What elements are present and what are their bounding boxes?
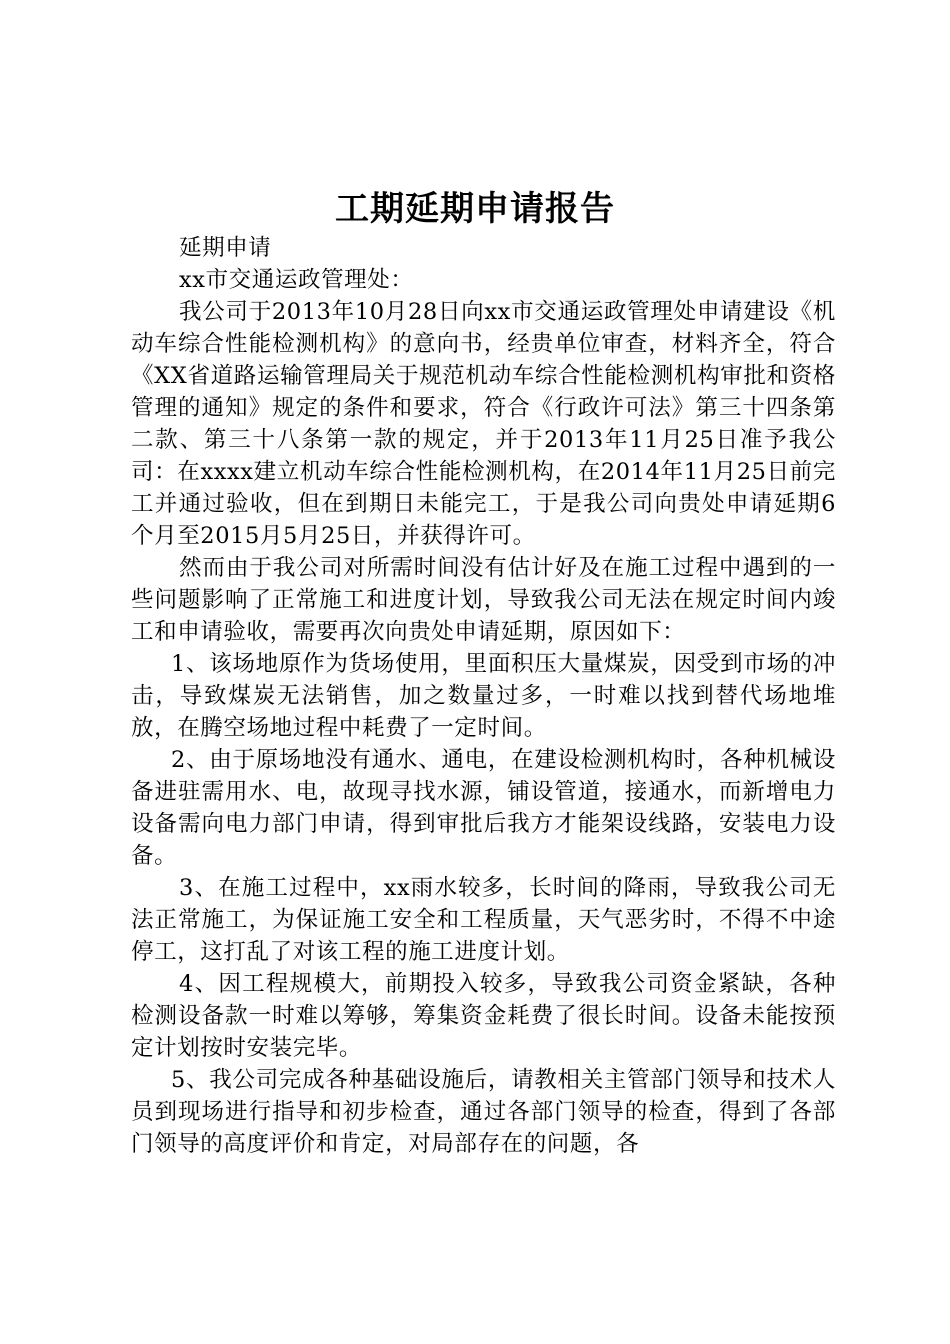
paragraph-background: 我公司于2013年10月28日向xx市交通运政管理处申请建设《机动车综合性能检测机构》的意向书，经贵单位审查，材料齐全，符合《XX省道路运输管理局关于规范机动车综合性能检测机构审批和资格管理的通知》规定的条件和要求，符合《行政许可法》第三十四条第二款、第三十八条第一款的规定，并于2013年11月25日准予我公司：在xxxx建立机动车综合性能检测机构，在2014年11月25日前完工并通过验收，但在到期日未能完工，于是我公司向贵处申请延期6个月至2015月5月25日，并获得许可。 bbox=[131, 299, 836, 549]
paragraph-reason-5: 5、我公司完成各种基础设施后，请教相关主管部门领导和技术人员到现场进行指导和初步检查，通过各部门领导的检查，得到了各部门领导的高度评价和肯定，对局部存在的问题，各 bbox=[131, 1067, 836, 1157]
paragraph-salutation: xx市交通运政管理处： bbox=[179, 267, 414, 293]
paragraph-reason-intro: 然而由于我公司对所需时间没有估计好及在施工过程中遇到的一些问题影响了正常施工和进度计划，导致我公司无法在规定时间内竣工和申请验收，需要再次向贵处申请延期，原因如下： bbox=[131, 555, 836, 645]
paragraph-reason-2: 2、由于原场地没有通水、通电，在建设检测机构时，各种机械设备进驻需用水、电，故现寻找水源，铺设管道，接通水，而新增电力设备需向电力部门申请，得到审批后我方才能架设线路，安装电力设备。 bbox=[131, 747, 836, 869]
paragraph-reason-1: 1、该场地原作为货场使用，里面积压大量煤炭，因受到市场的冲击，导致煤炭无法销售，加之数量过多，一时难以找到替代场地堆放，在腾空场地过程中耗费了一定时间。 bbox=[131, 651, 836, 741]
document-title: 工期延期申请报告 bbox=[335, 189, 615, 229]
document-body bbox=[131, 232, 836, 1160]
paragraph-reason-3: 3、在施工过程中，xx雨水较多，长时间的降雨，导致我公司无法正常施工，为保证施工安全和工程质量，天气恶劣时，不得不中途停工，这打乱了对该工程的施工进度计划。 bbox=[131, 875, 836, 965]
paragraph-reason-4: 4、因工程规模大，前期投入较多，导致我公司资金紧缺，各种检测设备款一时难以筹够，筹集资金耗费了很长时间。设备未能按预定计划按时安装完毕。 bbox=[131, 971, 836, 1061]
paragraph-heading: 延期申请 bbox=[179, 235, 272, 261]
